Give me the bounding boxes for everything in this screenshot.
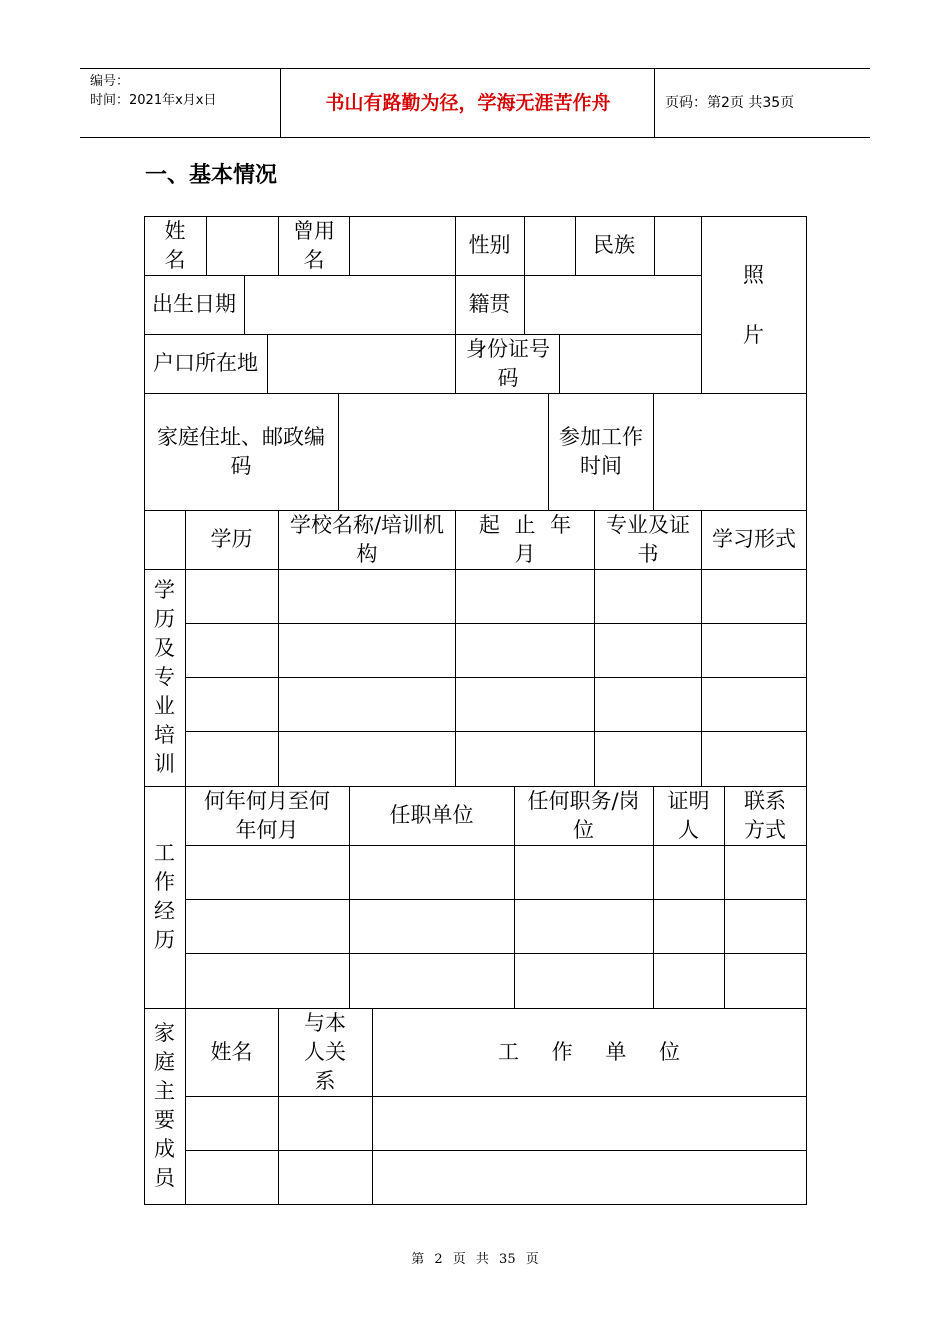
header-page-info: 页码：第2页 共35页	[665, 95, 795, 111]
label-household: 户口所在地	[153, 351, 258, 375]
education-side-label: 学历及专业培训	[154, 578, 175, 776]
work-header-contact: 联系方式	[744, 788, 786, 842]
family-header-employer: 工 作 单 位	[497, 1039, 681, 1064]
page-footer: 第 2 页 共 35 页	[411, 1252, 539, 1267]
edu-header-major: 专业及证书	[606, 512, 690, 566]
work-header-period: 何年何月至何年何月	[204, 788, 330, 842]
work-header-employer: 任职单位	[389, 803, 474, 827]
label-native-place: 籍贯	[468, 292, 511, 316]
label-address: 家庭住址、邮政编码	[157, 424, 325, 478]
edu-header-degree: 学历	[210, 527, 253, 551]
family-side-label: 家庭主要成员	[154, 1021, 175, 1190]
label-former-name: 曾用名	[293, 218, 335, 272]
label-birth-date: 出生日期	[152, 292, 236, 316]
label-ethnicity: 民族	[593, 233, 635, 257]
label-gender: 性别	[468, 233, 511, 257]
photo-placeholder: 照片	[743, 263, 764, 347]
header-motto: 书山有路勤为径，学海无涯苦作舟	[282, 69, 655, 137]
edu-header-mode: 学习形式	[712, 527, 796, 551]
document-number: 编号：	[90, 74, 130, 89]
label-name: 姓名	[164, 218, 186, 272]
family-header-relation: 与本人关系	[304, 1010, 346, 1093]
edu-header-period: 起 止 年月	[478, 512, 572, 566]
work-header-reference: 证明人	[667, 788, 710, 842]
section-title: 一、基本情况	[145, 163, 278, 188]
label-work-start: 参加工作时间	[559, 424, 643, 478]
family-header-name: 姓名	[210, 1039, 253, 1064]
edu-header-school: 学校名称/培训机构	[289, 512, 445, 566]
document-date: 时间：2021年x月x日	[90, 93, 217, 108]
label-id-number: 身份证号码	[466, 336, 550, 390]
work-header-position: 任何职务/岗位	[527, 788, 640, 842]
work-side-label: 工作经历	[154, 841, 175, 952]
